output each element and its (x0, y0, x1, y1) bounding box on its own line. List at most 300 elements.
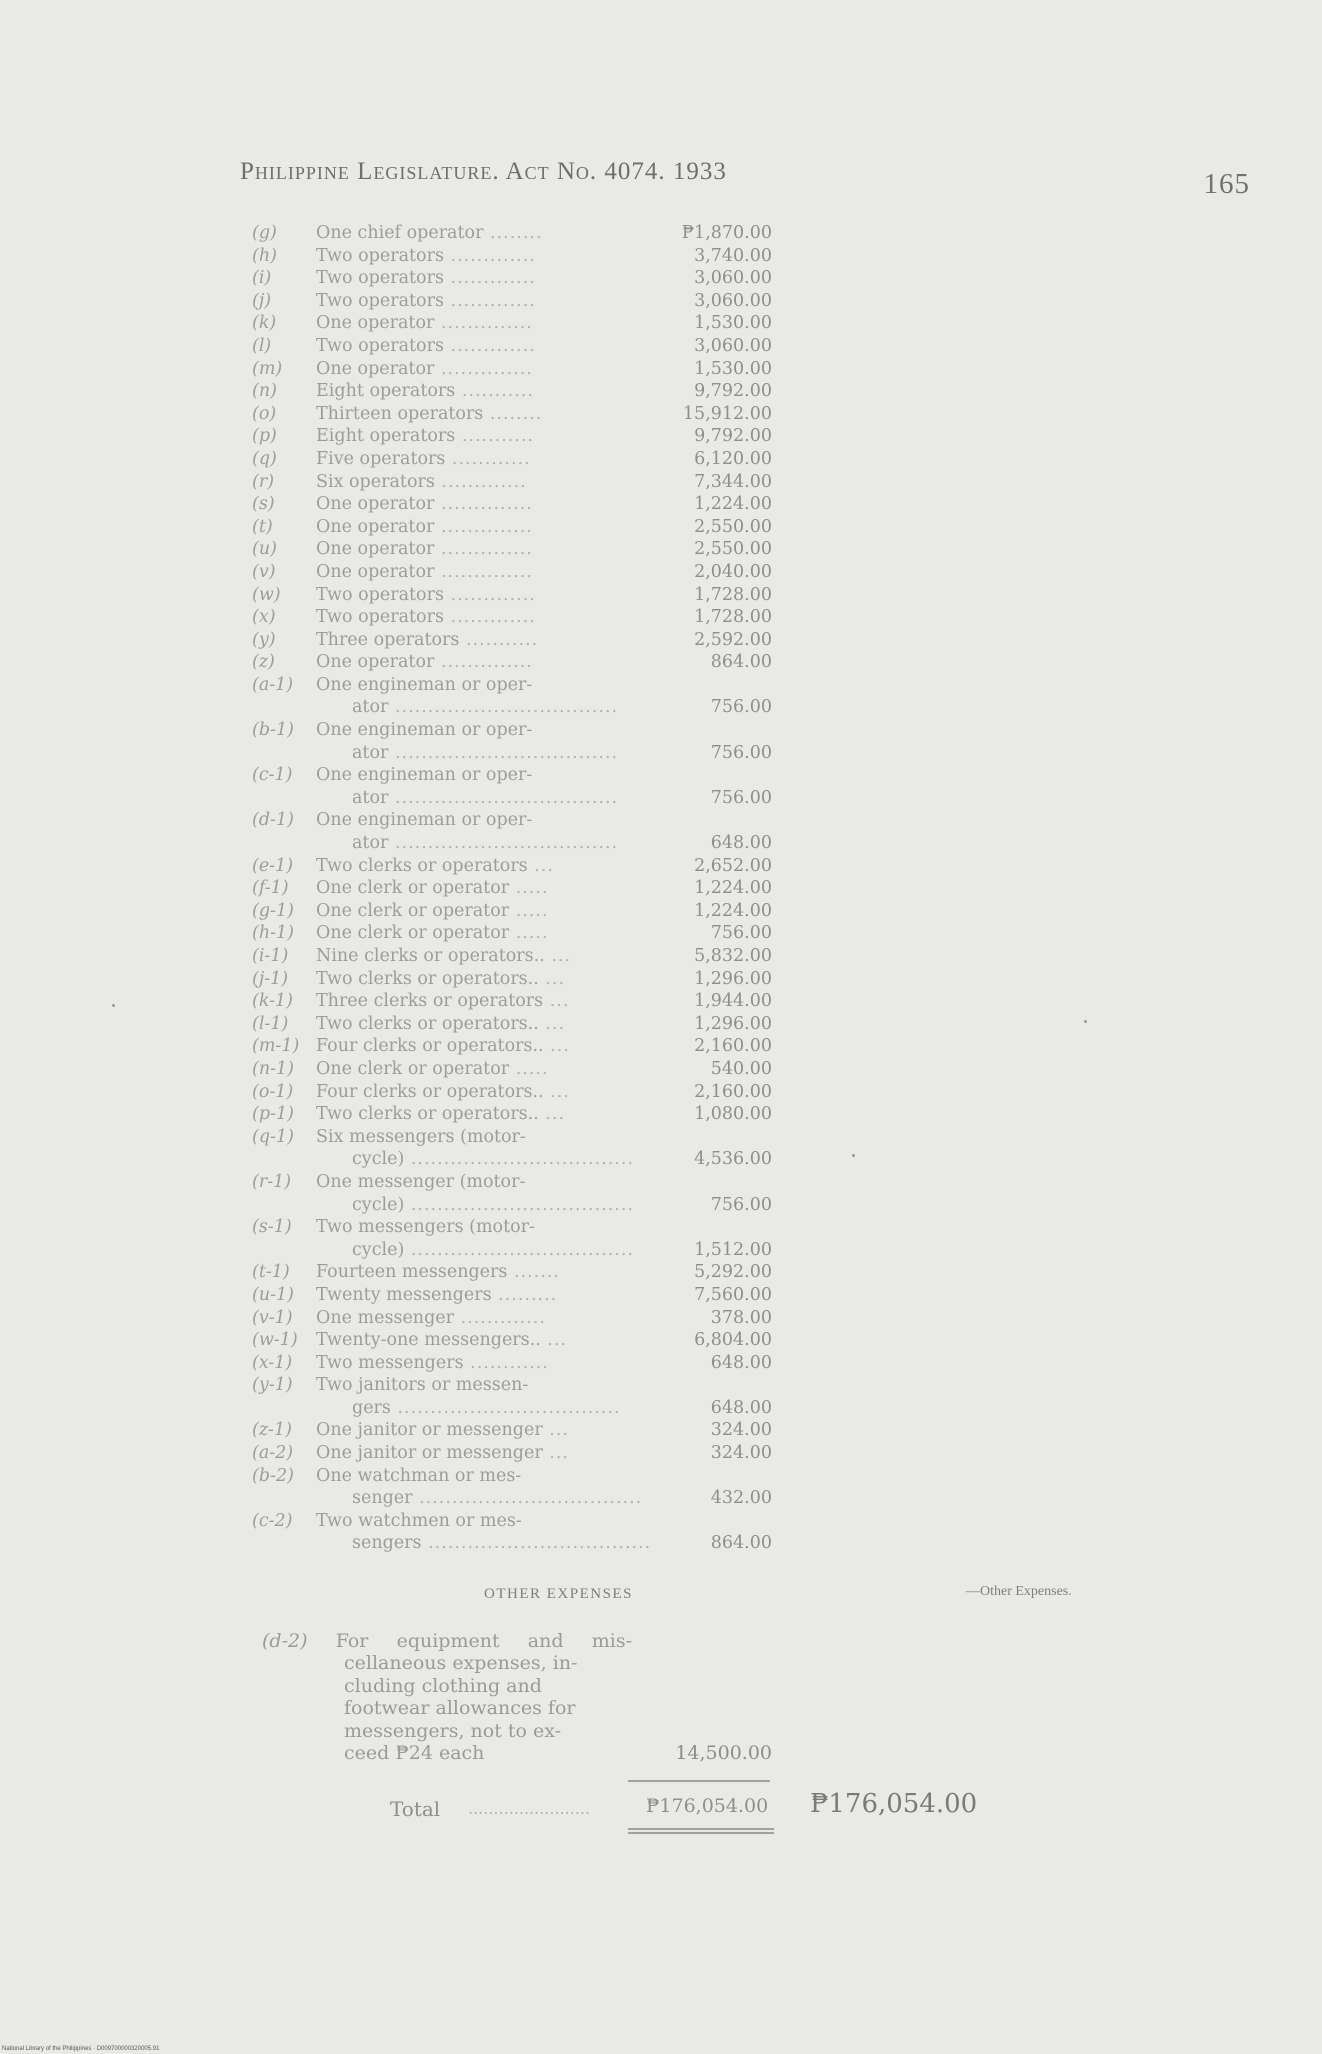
item-key: (i-1) (252, 946, 289, 966)
item-label (252, 651, 622, 674)
item-amount: 324.00 (710, 1420, 772, 1441)
list-item (252, 538, 772, 561)
paper-speck (1084, 1020, 1087, 1023)
item-label (252, 990, 622, 1013)
item-key: (l-1) (252, 1013, 289, 1034)
item-text: Two operators (316, 584, 444, 605)
item-label (252, 403, 622, 426)
leader-dots: .................................. (388, 787, 619, 808)
item-label (252, 900, 622, 923)
item-text: One messenger (316, 1307, 455, 1328)
item-text: Two clerks or operators.. (316, 968, 539, 989)
item-text: One operator (316, 539, 435, 560)
item-key: (n) (252, 381, 277, 402)
item-amount: 756.00 (710, 923, 772, 944)
item-text: One chief operator (316, 223, 484, 243)
item-label (252, 561, 622, 584)
list-item (252, 990, 772, 1013)
item-text: For equipment and mis- (335, 1630, 633, 1652)
item-key: (l) (252, 335, 272, 356)
item-amount: 1,224.00 (694, 878, 772, 899)
paper-speck (852, 1154, 855, 1157)
list-item (252, 403, 772, 426)
item-amount: 1,530.00 (694, 313, 772, 334)
item-continuation (252, 1239, 634, 1262)
leader-dots: ............. (443, 335, 536, 356)
item-amount: 2,160.00 (694, 1081, 772, 1102)
item-key: (o) (252, 403, 277, 424)
item-key: (u-1) (252, 1284, 294, 1305)
item-line: cellaneous expenses, in- (344, 1652, 578, 1675)
leader-dots: .................................. (421, 1533, 652, 1554)
list-item (252, 945, 772, 968)
leader-dots: .................................. (390, 1397, 621, 1418)
sum-rule (628, 1780, 770, 1782)
item-amount: 648.00 (710, 1397, 772, 1418)
item-text: One operator (316, 494, 435, 515)
item-text: One messenger (motor- (316, 1171, 526, 1192)
leader-dots: .................................. (404, 1149, 634, 1170)
item-continuation-text: ator (352, 697, 389, 718)
list-item (252, 1103, 772, 1126)
item-text: Two operators (316, 268, 444, 289)
leader-dots: ..... (509, 900, 549, 921)
item-amount: 1,224.00 (694, 900, 772, 921)
item-text: Three clerks or operators (316, 991, 544, 1012)
list-item (252, 1261, 772, 1284)
leader-dots: ... (543, 1036, 570, 1057)
item-amount: 1,296.00 (694, 968, 772, 989)
leader-dots: ........ (483, 403, 543, 424)
list-item (252, 493, 772, 516)
leader-dots: .................................. (388, 742, 619, 763)
leader-dots: .................................. (404, 1194, 634, 1215)
list-item (252, 809, 772, 854)
item-label (252, 1058, 622, 1081)
item-amount: ₱1,870.00 (681, 223, 772, 243)
item-line: ceed ₱24 each (344, 1742, 485, 1765)
item-text: Two messengers (motor- (316, 1217, 535, 1238)
total-amount: ₱176,054.00 (646, 1795, 769, 1817)
item-key: (g) (252, 223, 277, 243)
item-continuation-text: cycle) (352, 1149, 405, 1170)
item-label (252, 1419, 622, 1442)
item-text: Two operators (316, 607, 444, 628)
item-label (252, 1307, 622, 1330)
item-amount: 3,060.00 (694, 290, 772, 311)
item-amount: 756.00 (710, 697, 772, 718)
item-key: (a-2) (252, 1443, 294, 1464)
leader-dots: ........................ (468, 1799, 591, 1818)
item-key: (s) (252, 494, 275, 515)
item-label (252, 380, 622, 403)
item-label (252, 1103, 622, 1126)
item-key: (q) (252, 448, 277, 469)
list-item (252, 1510, 772, 1555)
list-item (252, 877, 772, 900)
leader-dots: .............. (434, 652, 533, 673)
item-label (252, 1126, 622, 1149)
item-amount: 648.00 (710, 833, 772, 854)
item-text: One operator (316, 516, 435, 537)
item-continuation-text: cycle) (352, 1239, 405, 1260)
leader-dots: ........... (455, 381, 535, 402)
item-text: Two operators (316, 245, 444, 266)
leader-dots: .............. (434, 561, 533, 582)
item-text: Two clerks or operators.. (316, 1104, 539, 1125)
item-text: One operator (316, 313, 435, 334)
margin-note: —Other Expenses. (966, 1584, 1072, 1599)
item-text: One engineman or oper- (316, 765, 533, 786)
item-text: One operator (316, 358, 435, 379)
item-line: messengers, not to ex- (344, 1719, 562, 1742)
item-label (252, 855, 622, 878)
item-label (252, 493, 622, 516)
item-amount: 756.00 (710, 742, 772, 763)
list-item (252, 448, 772, 471)
list-item (252, 1058, 772, 1081)
item-text: Eight operators (316, 381, 456, 402)
item-key: (t-1) (252, 1262, 290, 1283)
list-item (252, 1352, 772, 1375)
list-item (252, 1442, 772, 1465)
item-continuation-text: sengers (352, 1533, 422, 1554)
item-key: (h) (252, 245, 277, 266)
item-amount: 2,652.00 (694, 855, 772, 876)
item-text: One clerk or operator (316, 923, 510, 944)
item-amount: 6,804.00 (694, 1330, 772, 1351)
item-label (252, 358, 622, 381)
list-item (252, 267, 772, 290)
item-text: Nine clerks or operators.. (316, 946, 545, 966)
list-item (252, 290, 772, 313)
item-line: cluding clothing and (344, 1674, 542, 1697)
list-item (252, 968, 772, 991)
leader-dots: .................................. (404, 1239, 634, 1260)
item-text: One clerk or operator (316, 1058, 510, 1079)
item-text: One engineman or oper- (316, 720, 533, 741)
item-key: (x) (252, 607, 276, 628)
leader-dots: ............. (443, 607, 536, 628)
item-amount: 756.00 (710, 1194, 772, 1215)
item-label (252, 1216, 622, 1239)
item-text: One watchman or mes- (316, 1465, 522, 1486)
item-key: (n-1) (252, 1058, 294, 1079)
item-amount: 756.00 (710, 787, 772, 808)
item-key: (c-1) (252, 765, 293, 786)
list-item (252, 855, 772, 878)
item-key: (t) (252, 516, 273, 537)
item-key: (i) (252, 268, 272, 289)
list-item (252, 222, 772, 245)
item-label (252, 922, 622, 945)
item-amount: 1,728.00 (694, 607, 772, 628)
item-key: (w-1) (252, 1330, 298, 1351)
list-item (252, 1465, 772, 1510)
item-key: (d-2) (262, 1630, 308, 1652)
item-label (252, 764, 622, 787)
item-key: (j-1) (252, 968, 289, 989)
grand-total-amount: ₱176,054.00 (810, 1789, 978, 1819)
item-continuation-text: senger (352, 1488, 413, 1509)
leader-dots: .............. (434, 358, 533, 379)
item-label (252, 312, 622, 335)
item-key: (o-1) (252, 1081, 294, 1102)
item-label (252, 245, 622, 268)
item-text: Twenty messengers (316, 1284, 492, 1305)
item-continuation (252, 1487, 643, 1510)
item-key: (f-1) (252, 878, 289, 899)
leader-dots: .................................. (388, 697, 619, 718)
list-item (252, 471, 772, 494)
leader-dots: ......... (491, 1284, 558, 1305)
total-label: Total (390, 1797, 441, 1821)
item-label (252, 1261, 622, 1284)
item-label (252, 290, 622, 313)
item-text: One clerk or operator (316, 900, 510, 921)
item-key: (b-1) (252, 720, 294, 741)
item-amount: 15,912.00 (682, 403, 772, 424)
list-item (252, 922, 772, 945)
item-key: (v) (252, 561, 276, 582)
item-key: (v-1) (252, 1307, 293, 1328)
item-amount: 3,060.00 (694, 268, 772, 289)
paper-speck (112, 1004, 115, 1007)
item-amount: 1,944.00 (694, 991, 772, 1012)
page-number: 165 (1203, 168, 1250, 200)
item-key: (w) (252, 584, 281, 605)
item-continuation (252, 787, 622, 810)
item-amount: 14,500.00 (675, 1742, 772, 1765)
leader-dots: ..... (509, 923, 549, 944)
list-item (252, 312, 772, 335)
leader-dots: ..... (509, 878, 549, 899)
item-continuation-text: ator (352, 787, 389, 808)
leader-dots: ........ (483, 223, 543, 243)
leader-dots: ... (543, 1081, 570, 1102)
leader-dots: .............. (434, 539, 533, 560)
item-key: (z-1) (252, 1420, 292, 1441)
leader-dots: ... (538, 1013, 566, 1034)
item-label (252, 1442, 622, 1465)
item-label (252, 968, 622, 991)
item-continuation (252, 832, 622, 855)
item-text: Thirteen operators (316, 403, 484, 424)
item-first-line (262, 1630, 632, 1652)
item-label (252, 629, 622, 652)
item-key: (p) (252, 426, 277, 447)
leader-dots: ... (538, 1104, 566, 1125)
list-item (252, 1284, 772, 1307)
item-text: Three operators (316, 629, 460, 650)
leader-dots: ............. (443, 584, 536, 605)
item-text: Two clerks or operators.. (316, 1013, 539, 1034)
item-key: (z) (252, 652, 275, 673)
item-label (252, 1081, 622, 1104)
leader-dots: ........... (455, 426, 535, 447)
leader-dots: ........... (459, 629, 539, 650)
item-continuation-text: ator (352, 742, 389, 763)
list-item (252, 1329, 772, 1352)
leader-dots: ............. (454, 1307, 546, 1328)
item-amount: 2,592.00 (694, 629, 772, 650)
item-amount: 2,550.00 (694, 516, 772, 537)
leader-dots: ... (527, 855, 554, 876)
item-key: (u) (252, 539, 277, 560)
item-text: Two messengers (316, 1352, 464, 1373)
item-amount: 9,792.00 (694, 426, 772, 447)
list-item (252, 674, 772, 719)
list-item (252, 1216, 772, 1261)
list-item (252, 335, 772, 358)
list-item (252, 561, 772, 584)
item-key: (k) (252, 313, 277, 334)
scan-credit: National Library of the Philippines · D009700000320005.91 (2, 2046, 160, 2052)
list-item (252, 719, 772, 764)
item-text: One clerk or operator (316, 878, 510, 899)
item-key: (b-2) (252, 1465, 294, 1486)
item-label (252, 1013, 622, 1036)
other-expenses-item (262, 1630, 772, 1764)
list-item (252, 584, 772, 607)
list-item (252, 1035, 772, 1058)
item-key: (j) (252, 290, 272, 311)
leader-dots: ... (544, 946, 572, 966)
item-label (252, 1329, 622, 1352)
item-key: (r) (252, 471, 275, 492)
item-amount: 2,040.00 (694, 561, 772, 582)
item-key: (e-1) (252, 855, 294, 876)
item-label (252, 471, 622, 494)
list-item (252, 606, 772, 629)
item-label (252, 945, 622, 968)
item-amount: 7,344.00 (694, 471, 772, 492)
item-label (252, 222, 622, 245)
item-label (252, 877, 622, 900)
item-key: (d-1) (252, 810, 294, 831)
leader-dots: .................................. (388, 833, 619, 854)
list-item (252, 1419, 772, 1442)
item-text: Fourteen messengers (316, 1262, 508, 1283)
list-item (252, 651, 772, 674)
leader-dots: ..... (509, 1058, 549, 1079)
item-text: One engineman or oper- (316, 674, 533, 695)
item-amount: 3,060.00 (694, 335, 772, 356)
leader-dots: ... (542, 1420, 569, 1441)
item-amount: 864.00 (710, 1533, 772, 1554)
leader-dots: ... (538, 968, 566, 989)
section-heading: OTHER EXPENSES (484, 1586, 633, 1602)
page-header (240, 158, 1250, 198)
list-item (252, 380, 772, 403)
item-label (252, 1465, 622, 1488)
item-amount: 324.00 (710, 1443, 772, 1464)
item-label (252, 516, 622, 539)
item-amount: 4,536.00 (694, 1149, 772, 1170)
leader-dots: .............. (434, 494, 533, 515)
item-continuation (262, 1652, 632, 1764)
item-text: One engineman or oper- (316, 810, 533, 831)
item-label (252, 719, 622, 742)
item-key: (m-1) (252, 1036, 300, 1057)
item-key: (r-1) (252, 1171, 292, 1192)
list-item (252, 516, 772, 539)
item-text: Two watchmen or mes- (316, 1510, 522, 1531)
list-item (252, 245, 772, 268)
item-continuation (252, 1148, 634, 1171)
item-key: (s-1) (252, 1217, 292, 1238)
item-amount: 7,560.00 (694, 1284, 772, 1305)
leader-dots: ............ (445, 448, 531, 469)
item-label (252, 1035, 622, 1058)
leader-dots: ... (542, 1443, 569, 1464)
item-amount: 2,550.00 (694, 539, 772, 560)
list-item (252, 629, 772, 652)
item-amount: 378.00 (710, 1307, 772, 1328)
item-amount: 3,740.00 (694, 245, 772, 266)
item-key: (y) (252, 629, 276, 650)
item-text: One janitor or messenger (316, 1420, 543, 1441)
item-text: One janitor or messenger (316, 1443, 543, 1464)
item-text: Two operators (316, 290, 444, 311)
item-amount: 864.00 (710, 652, 772, 673)
leader-dots: ... (540, 1330, 568, 1351)
item-continuation (252, 742, 622, 765)
item-amount: 1,728.00 (694, 584, 772, 605)
item-text: Two clerks or operators (316, 855, 528, 876)
item-amount: 9,792.00 (694, 381, 772, 402)
item-key: (m) (252, 358, 283, 379)
item-amount: 1,296.00 (694, 1013, 772, 1034)
list-item (252, 1171, 772, 1216)
leader-dots: ... (543, 991, 570, 1012)
item-continuation (252, 696, 622, 719)
list-item (252, 1374, 772, 1419)
item-label (252, 425, 622, 448)
item-key: (k-1) (252, 991, 293, 1012)
list-item (252, 1126, 772, 1171)
list-item (252, 358, 772, 381)
leader-dots: ............. (443, 268, 536, 289)
item-text: Eight operators (316, 426, 456, 447)
item-amount: 540.00 (710, 1058, 772, 1079)
running-title: Philippine Legislature. Act No. 4074. 1933 (240, 158, 727, 185)
list-item (252, 1013, 772, 1036)
item-amount: 1,530.00 (694, 358, 772, 379)
item-text: One operator (316, 561, 435, 582)
item-label (252, 538, 622, 561)
item-key: (g-1) (252, 900, 294, 921)
item-text: Two janitors or messen- (316, 1375, 529, 1396)
item-text: Twenty-one messengers.. (316, 1330, 541, 1351)
item-key: (x-1) (252, 1352, 293, 1373)
item-label (252, 584, 622, 607)
item-text: Four clerks or operators.. (316, 1081, 544, 1102)
leader-dots: .................................. (412, 1488, 643, 1509)
item-key: (a-1) (252, 674, 294, 695)
leader-dots: ............. (434, 471, 527, 492)
leader-dots: .............. (434, 516, 533, 537)
item-label (252, 267, 622, 290)
item-text: Six operators (316, 471, 435, 492)
item-text: One operator (316, 652, 435, 673)
item-text: Six messengers (motor- (316, 1126, 526, 1147)
item-amount: 1,080.00 (694, 1104, 772, 1125)
list-item (252, 764, 772, 809)
leader-dots: ....... (507, 1262, 560, 1283)
item-label (252, 1374, 622, 1397)
item-amount: 5,292.00 (694, 1262, 772, 1283)
